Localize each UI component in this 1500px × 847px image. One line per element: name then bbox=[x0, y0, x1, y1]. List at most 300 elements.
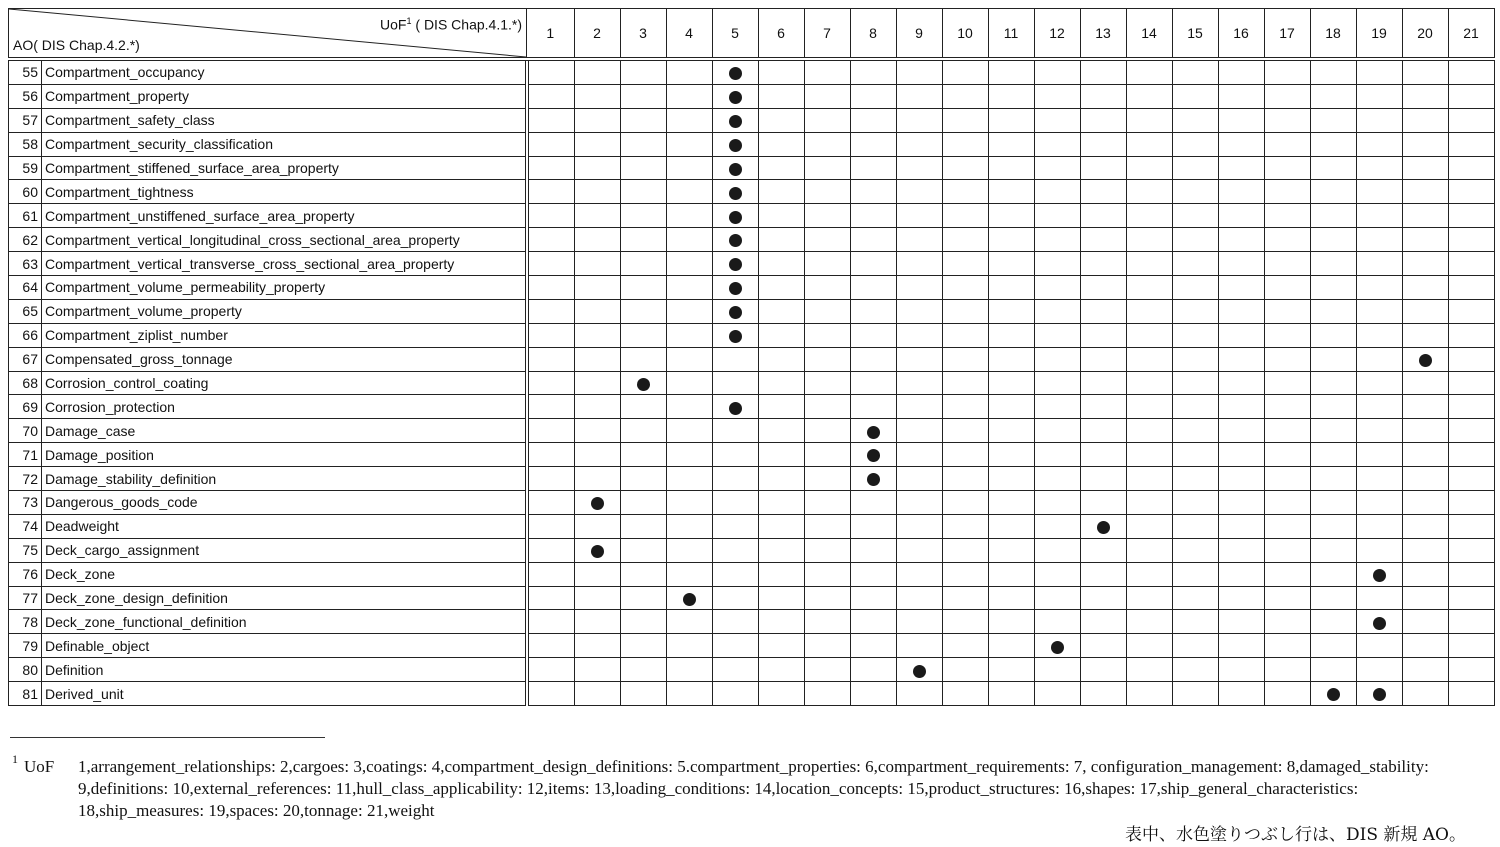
matrix-cell bbox=[1218, 299, 1264, 323]
matrix-cell bbox=[1126, 395, 1172, 419]
matrix-cell bbox=[850, 347, 896, 371]
matrix-cell bbox=[1126, 538, 1172, 562]
matrix-cell bbox=[988, 323, 1034, 347]
matrix-cell bbox=[1448, 84, 1494, 108]
matrix-cell bbox=[1218, 682, 1264, 706]
matrix-cell bbox=[804, 538, 850, 562]
matrix-cell bbox=[850, 467, 896, 491]
matrix-cell bbox=[1356, 371, 1402, 395]
matrix-cell bbox=[1356, 299, 1402, 323]
matrix-cell bbox=[666, 323, 712, 347]
matrix-cell bbox=[988, 371, 1034, 395]
matrix-cell bbox=[1402, 514, 1448, 538]
row-number: 79 bbox=[9, 634, 42, 658]
matrix-cell bbox=[574, 634, 620, 658]
row-name: Compartment_property bbox=[42, 84, 527, 108]
matrix-cell bbox=[1310, 514, 1356, 538]
matrix-cell bbox=[527, 228, 575, 252]
matrix-cell bbox=[1310, 371, 1356, 395]
matrix-cell bbox=[1448, 443, 1494, 467]
matrix-cell bbox=[942, 276, 988, 300]
filled-circle-icon bbox=[591, 497, 604, 510]
matrix-cell bbox=[942, 108, 988, 132]
matrix-cell bbox=[850, 538, 896, 562]
matrix-cell bbox=[666, 156, 712, 180]
row-number: 60 bbox=[9, 180, 42, 204]
matrix-cell bbox=[666, 228, 712, 252]
table-row bbox=[9, 467, 1495, 491]
matrix-cell bbox=[758, 132, 804, 156]
matrix-cell bbox=[1448, 634, 1494, 658]
matrix-cell bbox=[1126, 59, 1172, 84]
matrix-cell bbox=[1218, 323, 1264, 347]
matrix-cell bbox=[1126, 276, 1172, 300]
matrix-cell bbox=[666, 299, 712, 323]
matrix-cell bbox=[1448, 299, 1494, 323]
matrix-cell bbox=[1356, 610, 1402, 634]
matrix-cell bbox=[1034, 514, 1080, 538]
matrix-cell bbox=[620, 610, 666, 634]
matrix-cell bbox=[666, 658, 712, 682]
matrix-cell bbox=[1034, 276, 1080, 300]
filled-circle-icon bbox=[1327, 688, 1340, 701]
table-row bbox=[9, 443, 1495, 467]
matrix-cell bbox=[666, 252, 712, 276]
matrix-cell bbox=[1126, 682, 1172, 706]
table-row bbox=[9, 323, 1495, 347]
matrix-cell bbox=[1356, 204, 1402, 228]
matrix-cell bbox=[804, 395, 850, 419]
matrix-cell bbox=[712, 658, 758, 682]
filled-circle-icon bbox=[867, 426, 880, 439]
matrix-cell bbox=[574, 228, 620, 252]
matrix-body bbox=[9, 9, 1495, 706]
matrix-cell bbox=[804, 59, 850, 84]
matrix-cell bbox=[1264, 204, 1310, 228]
matrix-cell bbox=[1448, 252, 1494, 276]
matrix-cell bbox=[1126, 299, 1172, 323]
matrix-cell bbox=[1172, 371, 1218, 395]
row-name: Deadweight bbox=[42, 514, 527, 538]
row-number: 55 bbox=[9, 59, 42, 84]
matrix-cell bbox=[896, 467, 942, 491]
matrix-cell bbox=[527, 658, 575, 682]
matrix-cell bbox=[1356, 538, 1402, 562]
matrix-cell bbox=[527, 323, 575, 347]
matrix-cell bbox=[1402, 586, 1448, 610]
row-number: 67 bbox=[9, 347, 42, 371]
matrix-cell bbox=[988, 180, 1034, 204]
matrix-cell bbox=[1218, 586, 1264, 610]
matrix-cell bbox=[1310, 228, 1356, 252]
matrix-cell bbox=[1310, 180, 1356, 204]
row-name: Definition bbox=[42, 658, 527, 682]
matrix-cell bbox=[620, 204, 666, 228]
matrix-cell bbox=[1356, 347, 1402, 371]
matrix-cell bbox=[1264, 59, 1310, 84]
matrix-cell bbox=[1402, 467, 1448, 491]
table-row bbox=[9, 419, 1495, 443]
uof-ao-matrix bbox=[8, 8, 1495, 706]
filled-circle-icon bbox=[1373, 688, 1386, 701]
matrix-cell bbox=[1264, 180, 1310, 204]
matrix-cell bbox=[1080, 562, 1126, 586]
matrix-cell bbox=[1402, 276, 1448, 300]
matrix-cell bbox=[574, 108, 620, 132]
row-number: 65 bbox=[9, 299, 42, 323]
matrix-cell bbox=[850, 634, 896, 658]
column-header: 15 bbox=[1172, 9, 1218, 60]
matrix-cell bbox=[1356, 180, 1402, 204]
matrix-cell bbox=[1264, 491, 1310, 515]
matrix-cell bbox=[1034, 59, 1080, 84]
matrix-cell bbox=[1356, 132, 1402, 156]
matrix-cell bbox=[1080, 371, 1126, 395]
matrix-cell bbox=[1172, 395, 1218, 419]
matrix-cell bbox=[896, 323, 942, 347]
matrix-cell bbox=[574, 276, 620, 300]
matrix-cell bbox=[1218, 491, 1264, 515]
row-name: Compartment_volume_property bbox=[42, 299, 527, 323]
matrix-cell bbox=[1356, 586, 1402, 610]
column-header: 8 bbox=[850, 9, 896, 60]
matrix-cell bbox=[1080, 132, 1126, 156]
matrix-cell bbox=[574, 538, 620, 562]
matrix-cell bbox=[1172, 491, 1218, 515]
matrix-cell bbox=[1080, 84, 1126, 108]
matrix-cell bbox=[988, 682, 1034, 706]
matrix-cell bbox=[666, 514, 712, 538]
matrix-cell bbox=[1402, 204, 1448, 228]
matrix-cell bbox=[574, 586, 620, 610]
matrix-cell bbox=[666, 562, 712, 586]
matrix-cell bbox=[1402, 419, 1448, 443]
matrix-cell bbox=[666, 276, 712, 300]
matrix-cell bbox=[1310, 658, 1356, 682]
row-name: Dangerous_goods_code bbox=[42, 491, 527, 515]
matrix-cell bbox=[527, 419, 575, 443]
matrix-cell bbox=[988, 59, 1034, 84]
column-header: 4 bbox=[666, 9, 712, 60]
matrix-cell bbox=[620, 467, 666, 491]
table-row bbox=[9, 84, 1495, 108]
matrix-cell bbox=[850, 682, 896, 706]
filled-circle-icon bbox=[867, 473, 880, 486]
matrix-cell bbox=[574, 443, 620, 467]
matrix-cell bbox=[1310, 59, 1356, 84]
matrix-cell bbox=[1448, 467, 1494, 491]
matrix-cell bbox=[620, 347, 666, 371]
column-header: 20 bbox=[1402, 9, 1448, 60]
matrix-cell bbox=[1080, 395, 1126, 419]
matrix-cell bbox=[1172, 514, 1218, 538]
header-row bbox=[9, 9, 1495, 60]
footnote-label: UoF bbox=[24, 757, 55, 776]
matrix-cell bbox=[1080, 419, 1126, 443]
matrix-cell bbox=[1310, 156, 1356, 180]
matrix-cell bbox=[896, 538, 942, 562]
column-header: 3 bbox=[620, 9, 666, 60]
row-name: Compartment_tightness bbox=[42, 180, 527, 204]
matrix-cell bbox=[988, 108, 1034, 132]
matrix-cell bbox=[1356, 658, 1402, 682]
row-number: 62 bbox=[9, 228, 42, 252]
matrix-cell bbox=[850, 180, 896, 204]
matrix-cell bbox=[942, 395, 988, 419]
matrix-cell bbox=[1402, 562, 1448, 586]
matrix-cell bbox=[527, 514, 575, 538]
matrix-cell bbox=[942, 371, 988, 395]
matrix-cell bbox=[574, 562, 620, 586]
matrix-cell bbox=[666, 610, 712, 634]
matrix-cell bbox=[1402, 132, 1448, 156]
matrix-cell bbox=[574, 323, 620, 347]
row-number: 69 bbox=[9, 395, 42, 419]
matrix-cell bbox=[527, 610, 575, 634]
matrix-cell bbox=[1126, 156, 1172, 180]
matrix-cell bbox=[620, 252, 666, 276]
matrix-cell bbox=[896, 514, 942, 538]
matrix-cell bbox=[666, 682, 712, 706]
matrix-cell bbox=[1126, 658, 1172, 682]
table-row bbox=[9, 610, 1495, 634]
matrix-cell bbox=[1356, 276, 1402, 300]
matrix-cell bbox=[1310, 299, 1356, 323]
matrix-cell bbox=[896, 443, 942, 467]
matrix-cell bbox=[1356, 682, 1402, 706]
matrix-cell bbox=[1080, 252, 1126, 276]
matrix-cell bbox=[896, 156, 942, 180]
matrix-cell bbox=[850, 395, 896, 419]
column-header: 17 bbox=[1264, 9, 1310, 60]
matrix-cell bbox=[1310, 443, 1356, 467]
column-header: 6 bbox=[758, 9, 804, 60]
matrix-cell bbox=[1034, 132, 1080, 156]
matrix-cell bbox=[988, 610, 1034, 634]
column-header: 21 bbox=[1448, 9, 1494, 60]
filled-circle-icon bbox=[729, 234, 742, 247]
matrix-cell bbox=[988, 491, 1034, 515]
matrix-cell bbox=[712, 156, 758, 180]
matrix-cell bbox=[896, 562, 942, 586]
matrix-cell bbox=[1402, 634, 1448, 658]
matrix-cell bbox=[620, 634, 666, 658]
matrix-cell bbox=[988, 538, 1034, 562]
matrix-cell bbox=[620, 419, 666, 443]
matrix-cell bbox=[1218, 156, 1264, 180]
filled-circle-icon bbox=[1051, 641, 1064, 654]
matrix-cell bbox=[942, 634, 988, 658]
matrix-cell bbox=[1264, 419, 1310, 443]
matrix-cell bbox=[712, 323, 758, 347]
matrix-cell bbox=[1264, 347, 1310, 371]
matrix-cell bbox=[666, 538, 712, 562]
matrix-cell bbox=[527, 682, 575, 706]
filled-circle-icon bbox=[729, 115, 742, 128]
matrix-cell bbox=[666, 395, 712, 419]
matrix-cell bbox=[620, 586, 666, 610]
matrix-cell bbox=[1218, 658, 1264, 682]
column-header: 5 bbox=[712, 9, 758, 60]
matrix-cell bbox=[712, 443, 758, 467]
matrix-cell bbox=[1448, 562, 1494, 586]
matrix-cell bbox=[758, 204, 804, 228]
matrix-cell bbox=[804, 586, 850, 610]
matrix-cell bbox=[574, 347, 620, 371]
matrix-cell bbox=[527, 276, 575, 300]
matrix-cell bbox=[758, 371, 804, 395]
matrix-cell bbox=[1080, 634, 1126, 658]
matrix-cell bbox=[804, 610, 850, 634]
matrix-cell bbox=[1402, 59, 1448, 84]
matrix-cell bbox=[1172, 658, 1218, 682]
matrix-cell bbox=[988, 419, 1034, 443]
matrix-cell bbox=[1448, 682, 1494, 706]
matrix-cell bbox=[666, 108, 712, 132]
matrix-cell bbox=[1034, 419, 1080, 443]
matrix-cell bbox=[1218, 276, 1264, 300]
matrix-cell bbox=[712, 252, 758, 276]
column-header: 10 bbox=[942, 9, 988, 60]
matrix-cell bbox=[1448, 347, 1494, 371]
matrix-cell bbox=[1218, 180, 1264, 204]
matrix-cell bbox=[896, 347, 942, 371]
matrix-cell bbox=[1172, 156, 1218, 180]
matrix-cell bbox=[988, 204, 1034, 228]
matrix-cell bbox=[850, 252, 896, 276]
matrix-cell bbox=[1402, 610, 1448, 634]
matrix-cell bbox=[1126, 562, 1172, 586]
matrix-cell bbox=[850, 84, 896, 108]
matrix-cell bbox=[1080, 467, 1126, 491]
matrix-cell bbox=[988, 658, 1034, 682]
matrix-cell bbox=[574, 59, 620, 84]
matrix-cell bbox=[1126, 228, 1172, 252]
matrix-cell bbox=[988, 634, 1034, 658]
matrix-cell bbox=[527, 562, 575, 586]
matrix-cell bbox=[1356, 228, 1402, 252]
matrix-cell bbox=[1448, 586, 1494, 610]
matrix-cell bbox=[804, 228, 850, 252]
matrix-cell bbox=[1080, 347, 1126, 371]
corner-header-cell bbox=[9, 9, 527, 60]
row-name: Compartment_security_classification bbox=[42, 132, 527, 156]
matrix-cell bbox=[1034, 562, 1080, 586]
matrix-cell bbox=[1126, 180, 1172, 204]
matrix-cell bbox=[942, 299, 988, 323]
filled-circle-icon bbox=[729, 258, 742, 271]
matrix-cell bbox=[758, 443, 804, 467]
matrix-cell bbox=[804, 180, 850, 204]
matrix-cell bbox=[620, 156, 666, 180]
matrix-cell bbox=[1126, 514, 1172, 538]
matrix-cell bbox=[1218, 443, 1264, 467]
matrix-cell bbox=[1034, 658, 1080, 682]
matrix-cell bbox=[1310, 347, 1356, 371]
column-header: 9 bbox=[896, 9, 942, 60]
matrix-cell bbox=[1126, 323, 1172, 347]
table-row bbox=[9, 586, 1495, 610]
matrix-cell bbox=[712, 395, 758, 419]
matrix-cell bbox=[1310, 395, 1356, 419]
matrix-cell bbox=[1034, 204, 1080, 228]
matrix-cell bbox=[1080, 204, 1126, 228]
matrix-cell bbox=[942, 347, 988, 371]
matrix-cell bbox=[942, 538, 988, 562]
matrix-cell bbox=[1172, 443, 1218, 467]
matrix-cell bbox=[666, 634, 712, 658]
row-number: 68 bbox=[9, 371, 42, 395]
matrix-cell bbox=[1356, 156, 1402, 180]
matrix-cell bbox=[896, 84, 942, 108]
filled-circle-icon bbox=[729, 187, 742, 200]
matrix-cell bbox=[620, 395, 666, 419]
matrix-cell bbox=[620, 180, 666, 204]
row-name: Compensated_gross_tonnage bbox=[42, 347, 527, 371]
matrix-cell bbox=[804, 419, 850, 443]
matrix-cell bbox=[1448, 514, 1494, 538]
matrix-cell bbox=[942, 419, 988, 443]
matrix-cell bbox=[620, 682, 666, 706]
row-number: 72 bbox=[9, 467, 42, 491]
table-note: 表中、水色塗りつぶし行は、DIS 新規 AO。 bbox=[1124, 825, 1466, 845]
matrix-cell bbox=[666, 180, 712, 204]
matrix-cell bbox=[804, 658, 850, 682]
matrix-cell bbox=[942, 514, 988, 538]
matrix-cell bbox=[574, 204, 620, 228]
filled-circle-icon bbox=[913, 665, 926, 678]
matrix-cell bbox=[804, 634, 850, 658]
matrix-cell bbox=[850, 514, 896, 538]
matrix-cell bbox=[804, 299, 850, 323]
matrix-cell bbox=[620, 371, 666, 395]
matrix-cell bbox=[1034, 467, 1080, 491]
matrix-cell bbox=[1218, 59, 1264, 84]
matrix-cell bbox=[620, 491, 666, 515]
row-number: 70 bbox=[9, 419, 42, 443]
filled-circle-icon bbox=[729, 91, 742, 104]
matrix-cell bbox=[527, 84, 575, 108]
matrix-cell bbox=[896, 634, 942, 658]
filled-circle-icon bbox=[1097, 521, 1110, 534]
matrix-cell bbox=[712, 204, 758, 228]
matrix-cell bbox=[574, 371, 620, 395]
table-row bbox=[9, 538, 1495, 562]
matrix-cell bbox=[1448, 204, 1494, 228]
matrix-cell bbox=[758, 156, 804, 180]
matrix-cell bbox=[1356, 108, 1402, 132]
matrix-cell bbox=[1034, 371, 1080, 395]
matrix-cell bbox=[1310, 108, 1356, 132]
matrix-cell bbox=[804, 371, 850, 395]
matrix-cell bbox=[1172, 252, 1218, 276]
matrix-cell bbox=[804, 84, 850, 108]
matrix-cell bbox=[804, 562, 850, 586]
matrix-cell bbox=[1402, 252, 1448, 276]
matrix-cell bbox=[527, 299, 575, 323]
matrix-cell bbox=[988, 156, 1034, 180]
matrix-cell bbox=[574, 84, 620, 108]
matrix-cell bbox=[1448, 538, 1494, 562]
matrix-cell bbox=[758, 347, 804, 371]
matrix-cell bbox=[942, 323, 988, 347]
matrix-cell bbox=[988, 228, 1034, 252]
matrix-cell bbox=[1402, 538, 1448, 562]
matrix-cell bbox=[1218, 538, 1264, 562]
matrix-cell bbox=[1264, 514, 1310, 538]
matrix-cell bbox=[527, 347, 575, 371]
row-name: Deck_zone bbox=[42, 562, 527, 586]
